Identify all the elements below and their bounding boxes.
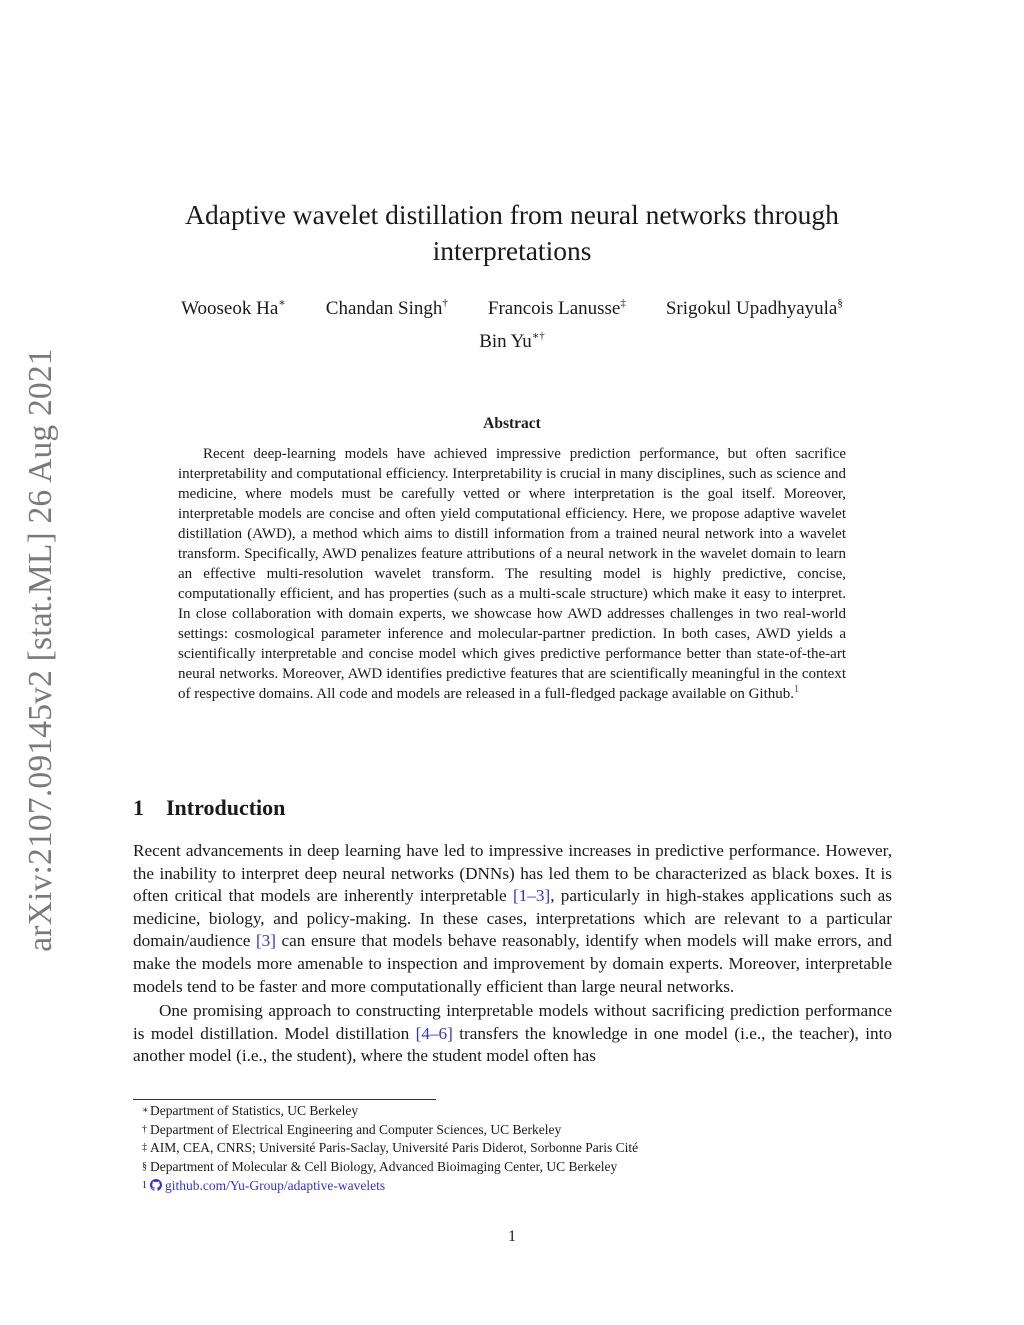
footnote: † Department of Electrical Engineering and Computer Sciences, UC Berkeley — [142, 1121, 562, 1137]
abstract-heading: Abstract — [483, 415, 541, 432]
author-list — [140, 292, 884, 358]
author-name: Srigokul Upadhyayula§ — [665, 297, 843, 319]
introduction-body — [133, 840, 892, 1068]
footnotes — [142, 1102, 639, 1196]
footnote: ‡ AIM, CEA, CNRS; Université Paris-Saclay, Université Paris Diderot, Sorbonne Paris Cité — [142, 1140, 639, 1156]
author-name: Bin Yu∗† — [479, 330, 545, 352]
author-name: Chandan Singh† — [325, 297, 448, 319]
footnote: ∗ Department of Statistics, UC Berkeley — [142, 1103, 359, 1118]
paragraph: One promising approach to constructing interpretable models without sacrificing prediction performance is model distillation. Model distillation [4–6] transfers the knowledge in one model (i.e., the teacher), into another model (i.e., the student), where the student model often has — [133, 1001, 892, 1066]
section-title: Introduction — [166, 795, 286, 820]
repo-link[interactable]: github.com/Yu-Group/adaptive-wavelets — [165, 1177, 386, 1193]
arxiv-stamp: arXiv:2107.09145v2 [stat.ML] 26 Aug 2021 — [22, 348, 59, 952]
citation-link[interactable]: [4–6] — [415, 1023, 453, 1043]
footnote-rule — [133, 1099, 436, 1100]
author-name: Wooseok Ha∗ — [181, 297, 286, 319]
paper-title: Adaptive wavelet distillation from neural networks through interpretations — [185, 199, 839, 266]
citation-link[interactable]: [1–3] — [512, 886, 551, 906]
footnote: § Department of Molecular & Cell Biology, Advanced Bioimaging Center, UC Berkeley — [142, 1159, 618, 1175]
github-icon — [150, 1179, 162, 1191]
section-number: 1 — [133, 795, 144, 820]
page-number: 1 — [508, 1228, 516, 1245]
footnote-ref[interactable]: 1 — [794, 684, 800, 695]
section-heading — [133, 795, 285, 821]
author-name: Francois Lanusse‡ — [487, 297, 626, 319]
paragraph: Recent advancements in deep learning have led to impressive increases in predictive performance. However, the inability to interpret deep neural networks (DNNs) has led them to be characterized as black boxes. It is often critical that models are inherently interpretable [1–3], particularly in high-stakes applications such as medicine, biology, and policy-making. In these cases, interpretations which are relevant to a particular domain/audience [3] can ensure that models behave reasonably, identify when models will make errors, and make the models more amenable to inspection and improvement by domain experts. Moreover, interpretable models tend to be faster and more computationally efficient than large neural networks. — [133, 841, 892, 996]
abstract-text: Recent deep-learning models have achieved impressive prediction performance, but often sacrifice interpretability and computational efficiency. Interpretability is crucial in many disciplines, such as science and medicine, where models must be carefully vetted or where interpretation is the goal itself. Moreover, interpretable models are concise and often yield computational efficiency. Here, we propose adaptive wavelet distillation (AWD), a method which aims to distill information from a trained neural network into a wavelet transform. Specifically, AWD penalizes feature attributions of a neural network in the wavelet domain to learn an effective multi-resolution wavelet transform. The resulting model is highly predictive, concise, computationally efficient, and has properties (such as a multi-scale structure) which make it easy to interpret. In close collaboration with domain experts, we showcase how AWD addresses challenges in two real-world settings: cosmological parameter inference and molecular-partner prediction. In both cases, AWD yields a scientifically interpretable and concise model which gives predictive performance better than state-of-the-art neural networks. Moreover, AWD identifies predictive features that are scientifically meaningful in the context of respective domains. All code and models are released in a full-fledged package available on Github.$^1$ — [178, 446, 846, 702]
footnote: 1 github.com/Yu-Group/adaptive-wavelets — [142, 1177, 386, 1193]
citation-link[interactable]: [3] — [255, 931, 276, 951]
